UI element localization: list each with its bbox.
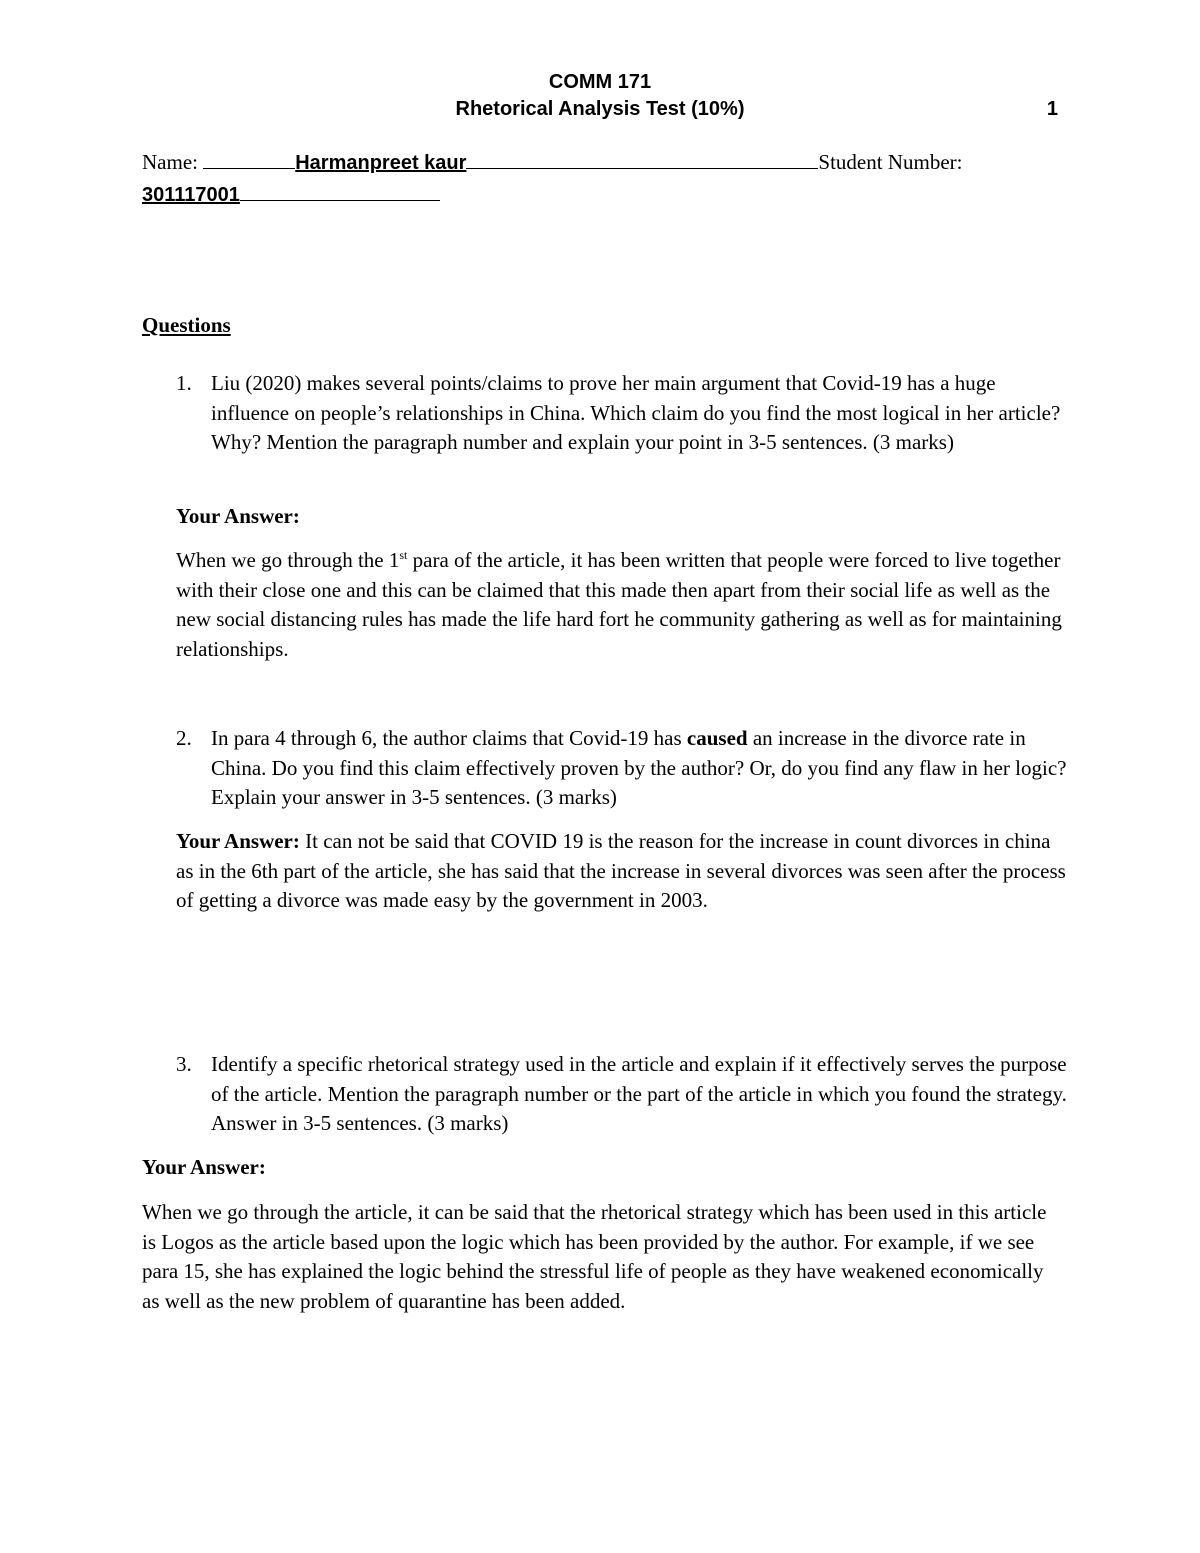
q2-answer: Your Answer: It can not be said that COVID 19 is the reason for the increase in count divorces in china as in the 6th part of the article, she has said that the increase in several divorces was seen after the process of getting a divorce was made easy by the government in 2003.	[176, 829, 1066, 912]
q3-number: 3.	[176, 1052, 192, 1076]
student-number: 301117001	[142, 184, 240, 206]
course-code: COMM 171	[548, 71, 652, 93]
q3-answer-label: Your Answer:	[142, 1155, 266, 1179]
q1-answer: When we go through the 1st para of the article, it has been written that people were forced to live together with their close one and this can be claimed that this made then apart from their social life as well as the new social distancing rules has made the life hard fort he community gathering as well as for maintaining relationships.	[176, 548, 1062, 661]
q1-answer-label: Your Answer:	[176, 504, 300, 528]
name-blank-right	[466, 148, 818, 169]
student-name: Harmanpreet kaur	[295, 152, 467, 174]
q1-number: 1.	[176, 371, 192, 395]
test-title: Rhetorical Analysis Test (10%)	[455, 98, 745, 120]
questions-heading: Questions	[142, 313, 231, 337]
name-row	[142, 148, 963, 176]
student-number-row	[142, 180, 440, 208]
q1-text: Liu (2020) makes several points/claims to prove her main argument that Covid-19 has a huge influence on people’s relationships in China. Which claim do you find the most logical in her article? Why? Mention the paragraph number and explain your point in 3-5 sentences. (3 marks)	[211, 371, 1061, 454]
q2-number: 2.	[176, 726, 192, 750]
q2-text: In para 4 through 6, the author claims that Covid-19 has caused an increase in the divorce rate in China. Do you find this claim effectively proven by the author? Or, do you find any flaw in her logic? Explain your answer in 3-5 sentences. (3 marks)	[211, 726, 1067, 809]
q2-answer-label: Your Answer:	[176, 829, 300, 853]
student-number-blank	[240, 180, 440, 201]
name-label: Name:	[142, 150, 204, 174]
q3-answer: When we go through the article, it can be said that the rhetorical strategy which has been used in this article is Logos as the article based upon the logic which has been provided by the author. For example, if we see para 15, she has explained the logic behind the stressful life of people as they have weakened economically as well as the new problem of quarantine has been added.	[142, 1200, 1047, 1313]
q3-text: Identify a specific rhetorical strategy used in the article and explain if it effectively serves the purpose of the article. Mention the paragraph number or the part of the article in which you found the strategy. Answer in 3-5 sentences. (3 marks)	[211, 1052, 1067, 1135]
name-blank-left	[203, 148, 295, 169]
student-number-label: Student Number:	[818, 150, 963, 174]
page-number: 1	[1046, 98, 1058, 120]
